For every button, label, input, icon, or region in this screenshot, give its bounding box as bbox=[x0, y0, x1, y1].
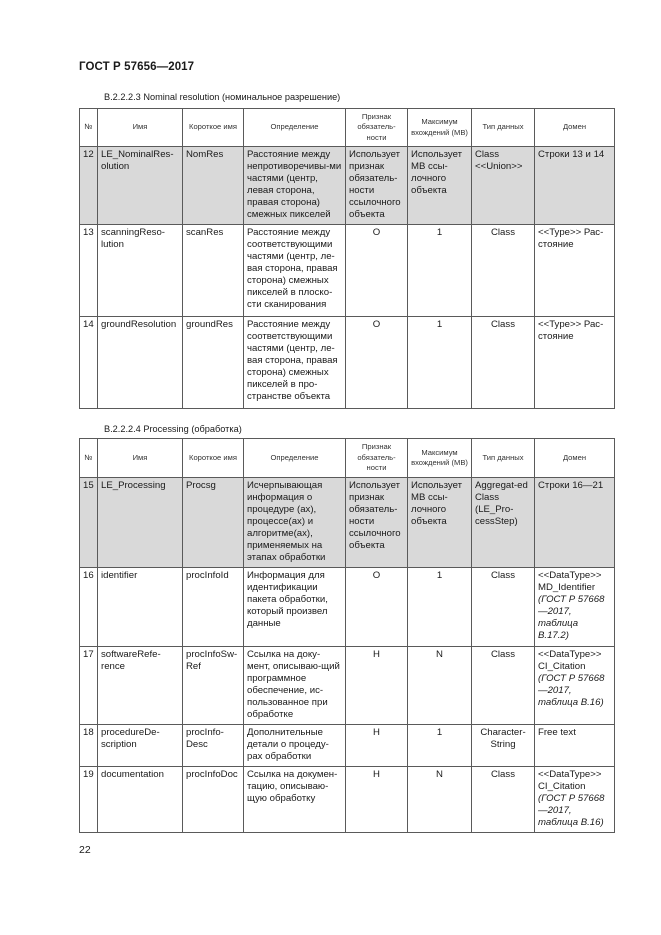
cell-obligation: Использует признак обязатель-ности ссылочного объекта bbox=[346, 478, 408, 568]
cell-number: 15 bbox=[80, 478, 98, 568]
cell-domain: Строки 16—21 bbox=[535, 478, 615, 568]
col-header-short-name: Короткое имя bbox=[183, 109, 244, 147]
section-caption-nominal-resolution: B.2.2.2.3 Nominal resolution (номинальное разрешение) bbox=[104, 92, 341, 102]
cell-domain: <<Type>> Рас-стояние bbox=[535, 317, 615, 409]
cell-max-occurrence: 1 bbox=[408, 568, 472, 647]
domain-reference: (ГОСТ Р 57668—2017, таблица B.17.2) bbox=[538, 594, 605, 641]
cell-obligation: O bbox=[346, 317, 408, 409]
cell-obligation: H bbox=[346, 767, 408, 833]
cell-name: identifier bbox=[98, 568, 183, 647]
cell-name: groundResolution bbox=[98, 317, 183, 409]
cell-definition: Расстояние между непротиворечивы-ми частями (центр, левая сторона, правая сторона) смежных пикселей bbox=[244, 147, 346, 225]
cell-number: 14 bbox=[80, 317, 98, 409]
cell-max-occurrence: Использует MB ссы-лочного объекта bbox=[408, 478, 472, 568]
cell-name: softwareRefe-rence bbox=[98, 647, 183, 725]
cell-definition: Исчерпывающая информация о процедуре (ах), процессе(ах) и алгоритме(ах), применяемых на этапах обработки bbox=[244, 478, 346, 568]
cell-name: procedureDe-scription bbox=[98, 725, 183, 767]
col-header-number: № bbox=[80, 439, 98, 478]
col-header-data-type: Тип данных bbox=[472, 439, 535, 478]
cell-max-occurrence: 1 bbox=[408, 725, 472, 767]
cell-data-type: Class bbox=[472, 568, 535, 647]
cell-short-name: NomRes bbox=[183, 147, 244, 225]
domain-reference: (ГОСТ Р 57668—2017, таблица B.16) bbox=[538, 673, 605, 708]
col-header-domain: Домен bbox=[535, 439, 615, 478]
cell-short-name: groundRes bbox=[183, 317, 244, 409]
table-processing bbox=[79, 438, 615, 833]
cell-number: 18 bbox=[80, 725, 98, 767]
col-header-max-occurrence: Максимум вхождений (MB) bbox=[408, 109, 472, 147]
cell-domain: Строки 13 и 14 bbox=[535, 147, 615, 225]
cell-max-occurrence: N bbox=[408, 767, 472, 833]
table-row bbox=[80, 767, 615, 833]
document-header: ГОСТ Р 57656—2017 bbox=[79, 61, 195, 73]
cell-name: documentation bbox=[98, 767, 183, 833]
cell-obligation: O bbox=[346, 568, 408, 647]
domain-type: <<DataType>> CI_Citation bbox=[538, 649, 602, 672]
cell-domain: Free text bbox=[535, 725, 615, 767]
cell-data-type: Class bbox=[472, 647, 535, 725]
cell-short-name: procInfoDoc bbox=[183, 767, 244, 833]
cell-definition: Дополнительные детали о процеду-рах обработки bbox=[244, 725, 346, 767]
cell-max-occurrence: N bbox=[408, 647, 472, 725]
cell-name: LE_NominalRes-olution bbox=[98, 147, 183, 225]
cell-short-name: Procsg bbox=[183, 478, 244, 568]
cell-definition: Расстояние между соответствующими частями (центр, ле-вая сторона, правая сторона) смежных пикселей в про-странстве объекта bbox=[244, 317, 346, 409]
cell-data-type: Class <<Union>> bbox=[472, 147, 535, 225]
cell-number: 13 bbox=[80, 225, 98, 317]
cell-max-occurrence: 1 bbox=[408, 317, 472, 409]
cell-short-name: procInfoSw-Ref bbox=[183, 647, 244, 725]
cell-obligation: O bbox=[346, 225, 408, 317]
cell-number: 16 bbox=[80, 568, 98, 647]
cell-domain: <<Type>> Рас-стояние bbox=[535, 225, 615, 317]
cell-definition: Информация для идентификации пакета обработки, который произвел данные bbox=[244, 568, 346, 647]
cell-name: LE_Processing bbox=[98, 478, 183, 568]
table-row bbox=[80, 478, 615, 568]
col-header-definition: Определение bbox=[244, 109, 346, 147]
cell-short-name: scanRes bbox=[183, 225, 244, 317]
col-header-obligation: Признак обязатель-ности bbox=[346, 439, 408, 478]
col-header-obligation: Признак обязатель-ности bbox=[346, 109, 408, 147]
cell-short-name: procInfoId bbox=[183, 568, 244, 647]
cell-domain bbox=[535, 647, 615, 725]
col-header-definition: Определение bbox=[244, 439, 346, 478]
page-number: 22 bbox=[79, 844, 91, 856]
table-header-row bbox=[80, 109, 615, 147]
cell-max-occurrence: 1 bbox=[408, 225, 472, 317]
cell-data-type: Character-String bbox=[472, 725, 535, 767]
col-header-name: Имя bbox=[98, 439, 183, 478]
cell-domain bbox=[535, 568, 615, 647]
col-header-max-occurrence: Максимум вхождений (MB) bbox=[408, 439, 472, 478]
cell-definition: Расстояние между соответствующими частями (центр, ле-вая сторона, правая сторона) смежных пикселей в плоско-сти сканирования bbox=[244, 225, 346, 317]
section-caption-processing: B.2.2.2.4 Processing (обработка) bbox=[104, 424, 242, 434]
cell-short-name: procInfo-Desc bbox=[183, 725, 244, 767]
cell-data-type: Class bbox=[472, 225, 535, 317]
cell-definition: Ссылка на докумен-тацию, описываю-щую обработку bbox=[244, 767, 346, 833]
cell-obligation: H bbox=[346, 725, 408, 767]
table-nominal-resolution bbox=[79, 108, 615, 409]
table-header-row bbox=[80, 439, 615, 478]
col-header-short-name: Короткое имя bbox=[183, 439, 244, 478]
cell-domain bbox=[535, 767, 615, 833]
cell-name: scanningReso-lution bbox=[98, 225, 183, 317]
col-header-data-type: Тип данных bbox=[472, 109, 535, 147]
domain-reference: (ГОСТ Р 57668—2017, таблица B.16) bbox=[538, 793, 605, 828]
cell-number: 19 bbox=[80, 767, 98, 833]
table-row bbox=[80, 647, 615, 725]
cell-data-type: Class bbox=[472, 767, 535, 833]
cell-obligation: Использует признак обязатель-ности ссылочного объекта bbox=[346, 147, 408, 225]
cell-max-occurrence: Использует MB ссы-лочного объекта bbox=[408, 147, 472, 225]
domain-type: <<DataType>> MD_Identifier bbox=[538, 570, 602, 593]
table-row bbox=[80, 568, 615, 647]
col-header-number: № bbox=[80, 109, 98, 147]
cell-data-type: Aggregat-ed Class (LE_Pro-cessStep) bbox=[472, 478, 535, 568]
col-header-name: Имя bbox=[98, 109, 183, 147]
table-row bbox=[80, 317, 615, 409]
domain-type: <<DataType>> CI_Citation bbox=[538, 769, 602, 792]
cell-definition: Ссылка на доку-мент, описываю-щий программное обеспечение, ис-пользованное при обработке bbox=[244, 647, 346, 725]
col-header-domain: Домен bbox=[535, 109, 615, 147]
table-row bbox=[80, 147, 615, 225]
cell-obligation: H bbox=[346, 647, 408, 725]
cell-number: 12 bbox=[80, 147, 98, 225]
table-row bbox=[80, 725, 615, 767]
cell-number: 17 bbox=[80, 647, 98, 725]
cell-data-type: Class bbox=[472, 317, 535, 409]
table-row bbox=[80, 225, 615, 317]
